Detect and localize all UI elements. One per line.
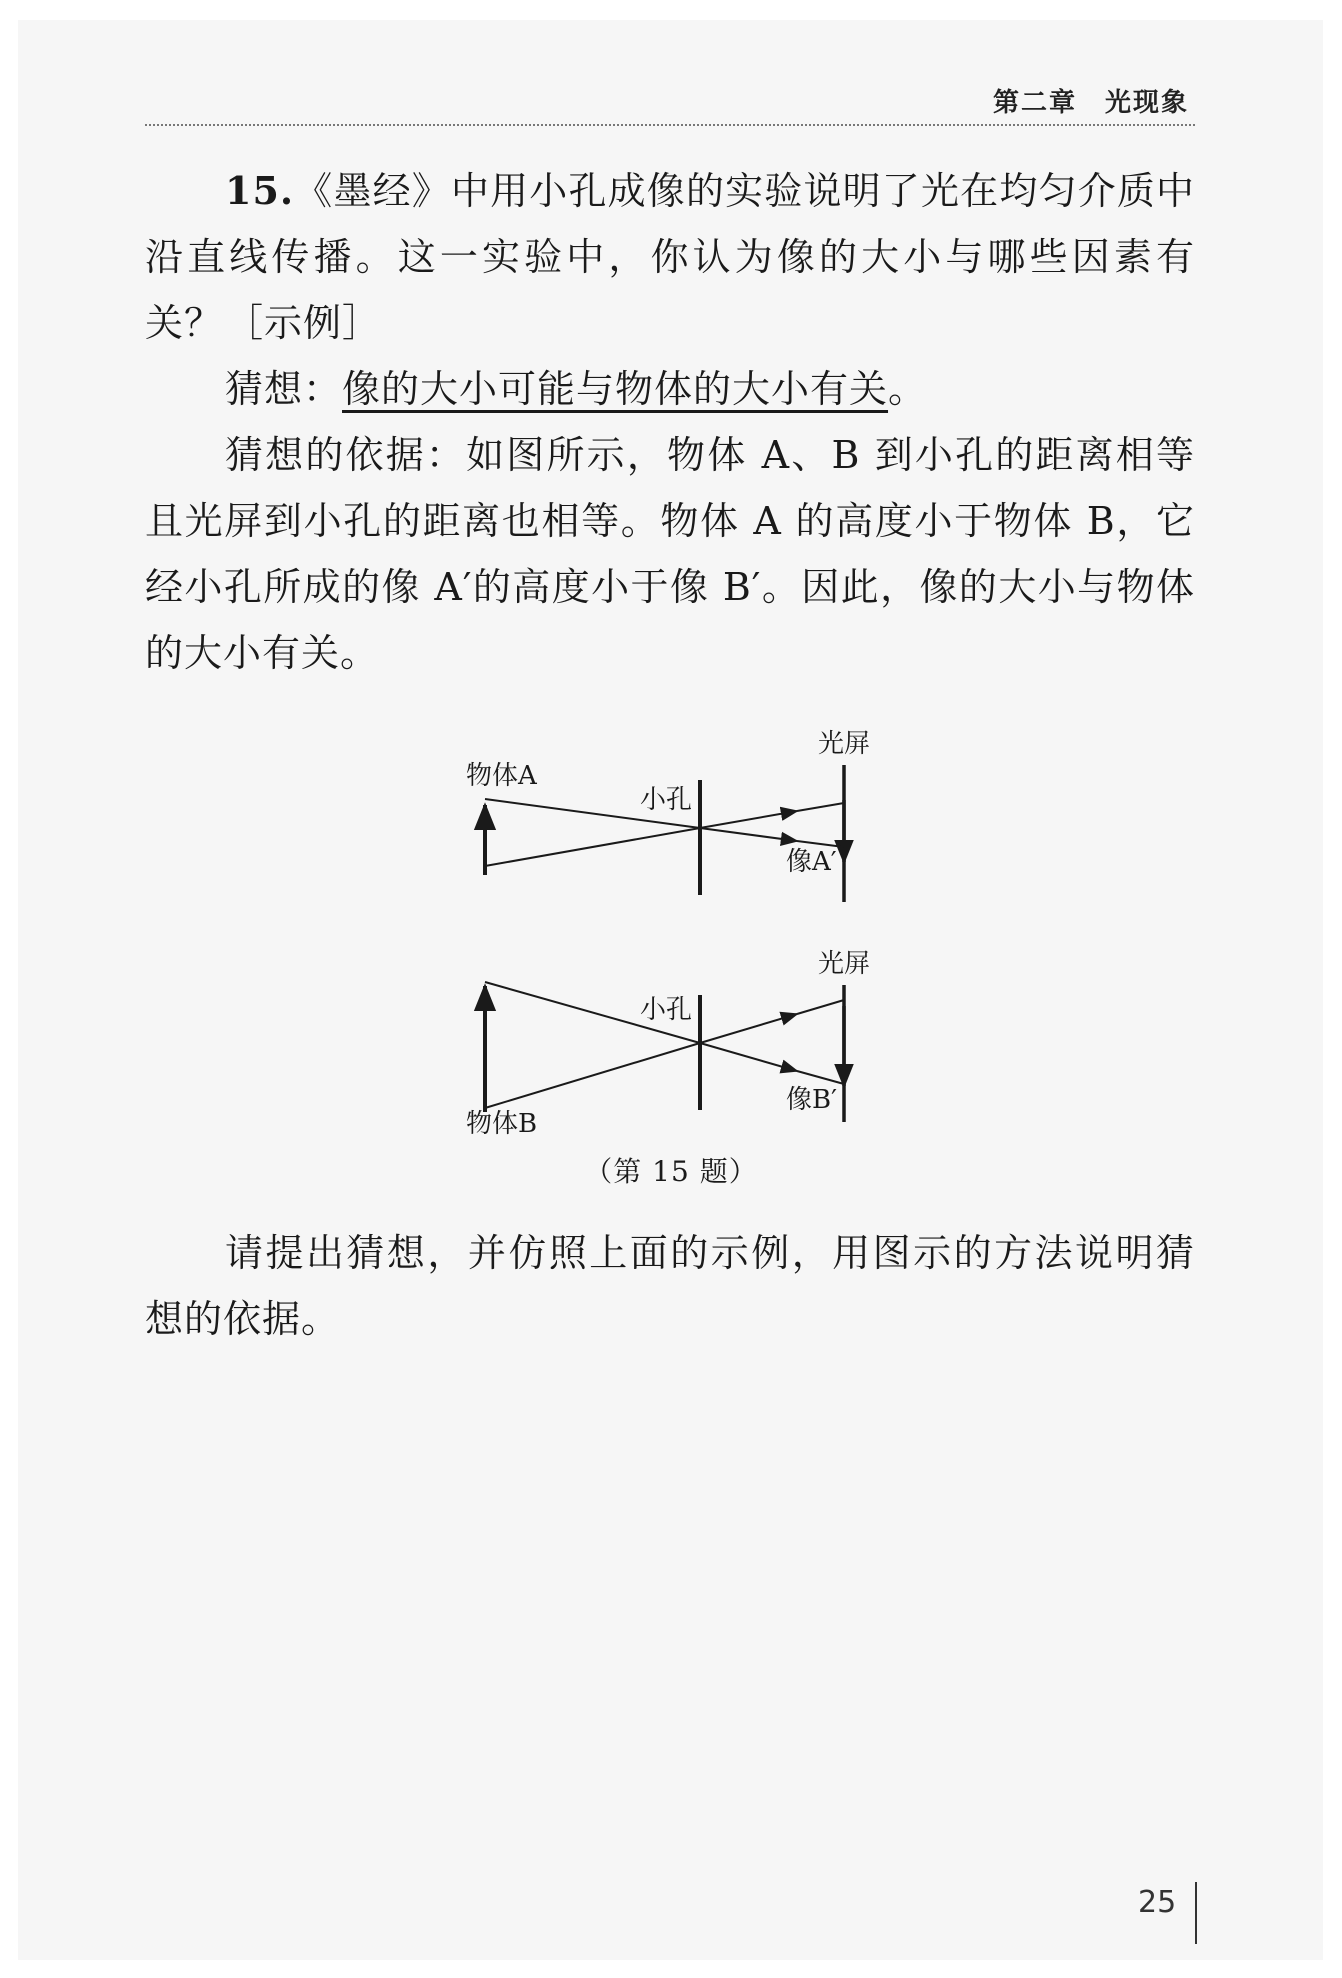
hole-b-label: 小孔	[640, 995, 693, 1025]
object-a-label: 物体A	[466, 761, 537, 791]
ray-a-bottom-2	[797, 803, 844, 811]
diagram-b	[466, 949, 870, 1139]
image-b-label: 像B′	[786, 1085, 838, 1115]
guess-text: 像的大小可能与物体的大小有关	[342, 367, 889, 411]
object-b-label: 物体B	[466, 1109, 538, 1139]
question-body: 《墨经》中用小孔成像的实验说明了光在均匀介质中沿直线传播。这一实验中，你认为像的大小与哪些因素有关？	[145, 169, 1195, 345]
ray-a-top-arrow	[700, 828, 797, 841]
instruction-text: 请提出猜想，并仿照上面的示例，用图示的方法说明猜想的依据。	[145, 1231, 1195, 1341]
ray-b-top-2	[797, 1071, 844, 1084]
page-number: 25	[1138, 1885, 1177, 1920]
diagram-a	[466, 729, 870, 902]
question-number: 15.	[225, 168, 295, 213]
example-label: ［示例］	[225, 301, 382, 345]
ray-b-bottom-2	[797, 1000, 844, 1014]
figure-caption: （第 15 题）	[584, 1155, 758, 1188]
image-a-label: 像A′	[786, 847, 837, 877]
guess-end: 。	[888, 367, 928, 411]
ray-a-bottom-1	[485, 828, 700, 866]
screen-b-label: 光屏	[818, 949, 871, 979]
ray-b-top-arrow	[700, 1043, 797, 1071]
section-label: 光现象	[1104, 88, 1189, 118]
chapter-label: 第二章	[992, 88, 1077, 118]
guess-label: 猜想：	[225, 367, 343, 411]
ray-a-bottom-arrow	[700, 811, 797, 828]
hole-a-label: 小孔	[640, 785, 693, 815]
page-number-rule	[1195, 1882, 1197, 1944]
screen-a-label: 光屏	[818, 729, 871, 759]
ray-b-bottom-1	[485, 1043, 700, 1108]
ray-b-bottom-arrow	[700, 1014, 797, 1043]
guess-basis: 猜想的依据：如图所示，物体 A、B 到小孔的距离相等且光屏到小孔的距离也相等。物体 A 的高度小于物体 B，它经小孔所成的像 A′的高度小于像 B′。因此，像的大小与物体的大小有关。	[145, 433, 1195, 675]
